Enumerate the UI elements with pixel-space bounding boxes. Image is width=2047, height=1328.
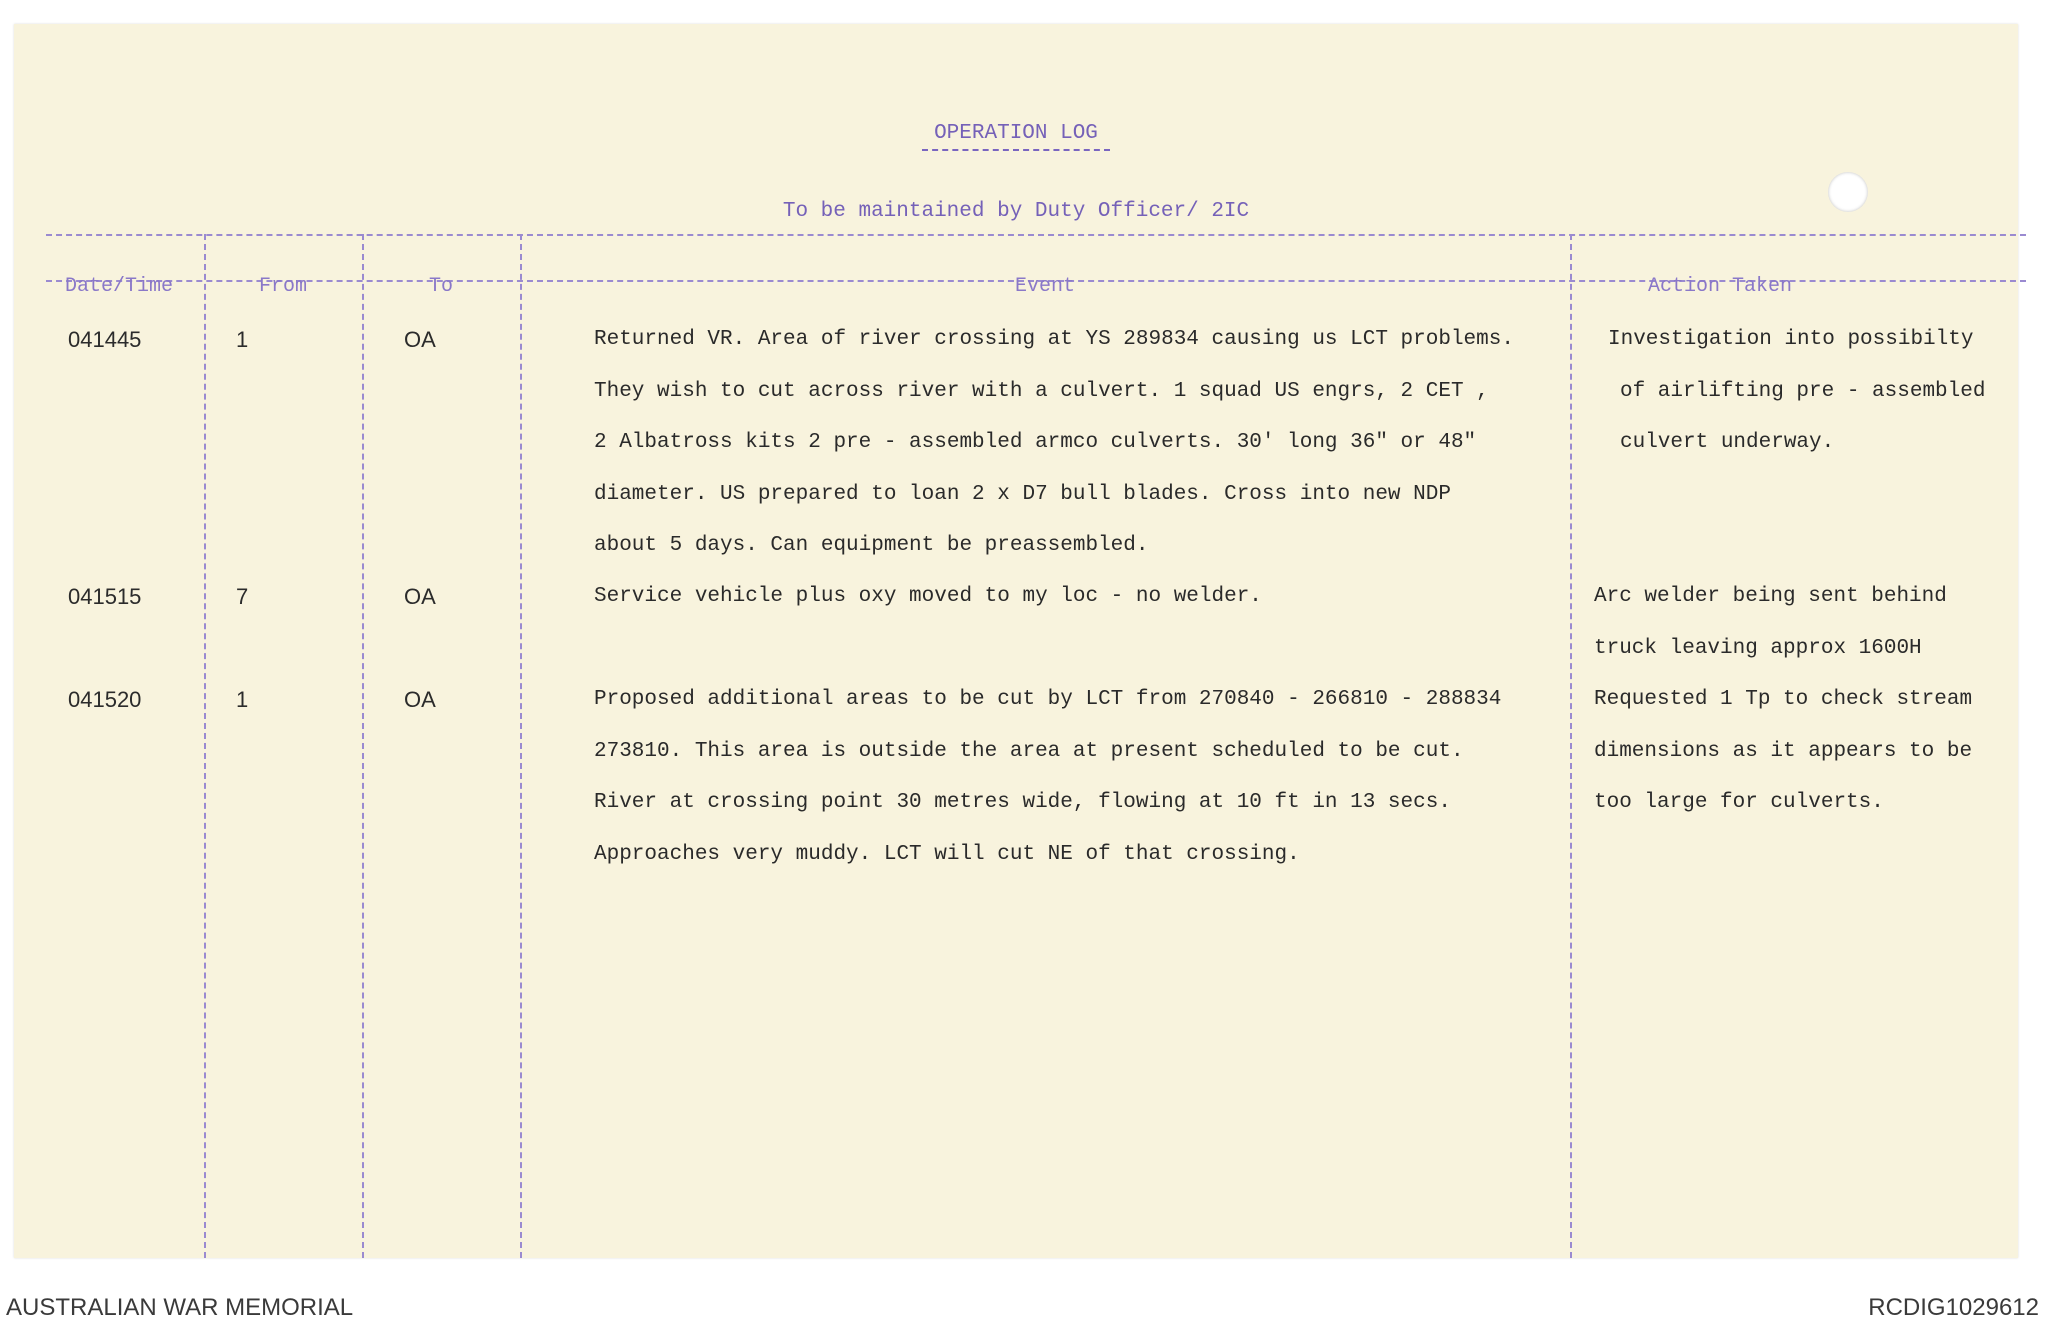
action-line: culvert underway. xyxy=(1620,431,1835,454)
row1-from: 1 xyxy=(236,327,249,352)
row2-to: OA xyxy=(404,584,436,609)
document-subtitle: To be maintained by Duty Officer/ 2IC xyxy=(782,200,1250,223)
row3-action xyxy=(1594,674,1972,829)
action-line: too large for culverts. xyxy=(1594,791,1884,814)
document-page xyxy=(14,24,2018,1258)
row3-event xyxy=(594,674,1501,880)
event-line: 273810. This area is outside the area at present scheduled to be cut. xyxy=(594,739,1464,763)
header-from: From xyxy=(258,275,307,298)
column-divider xyxy=(1570,234,1572,1258)
column-divider xyxy=(520,234,522,1258)
event-line: They wish to cut across river with a culvert. 1 squad US engrs, 2 CET , xyxy=(594,379,1489,403)
row3-to: OA xyxy=(404,687,436,712)
header-event: Event xyxy=(1014,275,1075,298)
event-line: Proposed additional areas to be cut by LCT from 270840 - 266810 - 288834 xyxy=(594,688,1502,711)
row2-event xyxy=(594,571,1262,623)
header-action: Action Taken xyxy=(1647,275,1793,298)
row2-datetime: 041515 xyxy=(68,584,142,609)
event-line: about 5 days. Can equipment be preassembled. xyxy=(594,534,1149,557)
event-line: 2 Albatross kits 2 pre - assembled armco culverts. 30' long 36" or 48" xyxy=(594,431,1477,454)
action-line: Requested 1 Tp to check stream xyxy=(1594,688,1973,711)
action-line: of airlifting pre - assembled xyxy=(1620,379,1986,403)
row1-action xyxy=(1608,314,1985,469)
row2-action xyxy=(1594,571,1947,674)
row1-to: OA xyxy=(404,327,436,352)
action-line: Arc welder being sent behind xyxy=(1594,585,1947,608)
event-line: River at crossing point 30 metres wide, flowing at 10 ft in 13 secs. xyxy=(594,791,1451,814)
row3-from: 1 xyxy=(236,687,249,712)
event-line: Approaches very muddy. LCT will cut NE of that crossing. xyxy=(594,842,1300,866)
event-line: Service vehicle plus oxy moved to my loc - no welder. xyxy=(594,585,1262,608)
row1-event xyxy=(594,314,1514,572)
header-datetime: Date/Time xyxy=(64,275,174,298)
row1-datetime: 041445 xyxy=(68,327,142,352)
action-line: truck leaving approx 1600H xyxy=(1594,636,1922,660)
event-line: Returned VR. Area of river crossing at YS 289834 causing us LCT problems. xyxy=(594,328,1514,351)
column-divider xyxy=(362,234,364,1258)
table-top-rule xyxy=(46,234,2026,236)
document-title xyxy=(14,122,2018,145)
event-line: diameter. US prepared to loan 2 x D7 bull blades. Cross into new NDP xyxy=(594,482,1451,506)
header-to: To xyxy=(428,275,453,298)
action-line: dimensions as it appears to be xyxy=(1594,739,1973,763)
row2-from: 7 xyxy=(236,584,249,609)
document-title-text: OPERATION LOG xyxy=(922,122,1110,151)
action-line: Investigation into possibilty xyxy=(1608,328,1974,351)
footer-credit: AUSTRALIAN WAR MEMORIAL xyxy=(6,1294,354,1321)
footer-image-id: RCDIG1029612 xyxy=(1868,1294,2039,1321)
column-divider xyxy=(204,234,206,1258)
row3-datetime: 041520 xyxy=(68,687,142,712)
